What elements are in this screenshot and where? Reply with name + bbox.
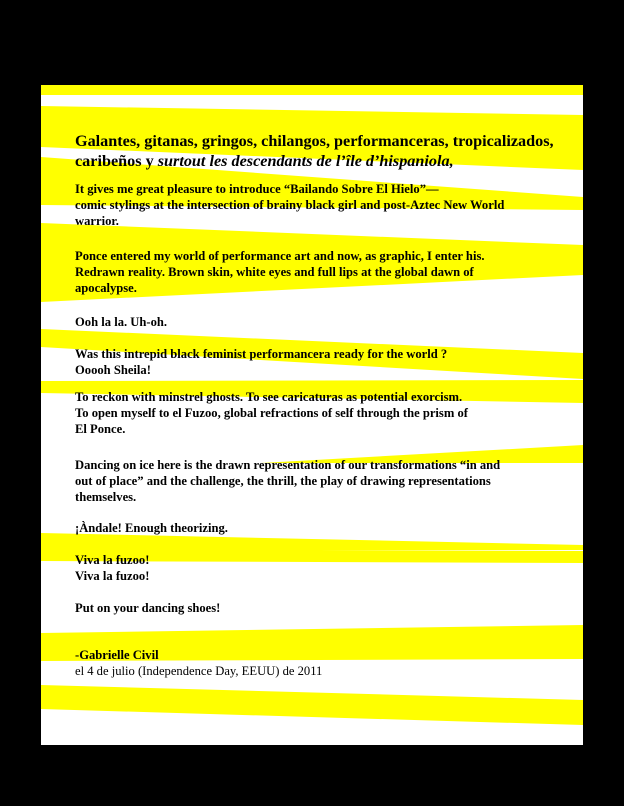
paragraph-line: Viva la fuzoo! xyxy=(75,553,150,567)
paragraph-line: Ponce entered my world of performance art and now, as graphic, I enter his. xyxy=(75,249,485,263)
paragraph-line: Viva la fuzoo! xyxy=(75,569,150,583)
yellow-stripe xyxy=(41,685,583,725)
paragraph-line: apocalypse. xyxy=(75,281,137,295)
paragraph-dancing xyxy=(75,457,579,505)
paragraph-intro xyxy=(75,181,579,229)
signature-date: el 4 de julio (Independence Day, EEUU) de 2011 xyxy=(75,664,323,678)
paragraph-line: To open myself to el Fuzoo, global refractions of self through the prism of xyxy=(75,406,468,420)
paragraph-question xyxy=(75,346,579,378)
paragraph-line: Ooooh Sheila! xyxy=(75,363,151,377)
paragraph-ponce xyxy=(75,248,579,296)
heading xyxy=(75,131,581,171)
paragraph-line: warrior. xyxy=(75,214,119,228)
heading-line-2 xyxy=(75,151,581,171)
paragraph-viva xyxy=(75,552,579,584)
yellow-stripe xyxy=(41,85,583,95)
signature-name: -Gabrielle Civil xyxy=(75,648,159,662)
paragraph-line: To reckon with minstrel ghosts. To see caricaturas as potential exorcism. xyxy=(75,390,463,404)
letter-page xyxy=(41,85,583,745)
paragraph-line: out of place” and the challenge, the thrill, the play of drawing representations xyxy=(75,474,491,488)
paragraph-shoes: Put on your dancing shoes! xyxy=(75,601,221,615)
paragraph-line: comic stylings at the intersection of brainy black girl and post-Aztec New World xyxy=(75,198,505,212)
paragraph-andale: ¡Àndale! Enough theorizing. xyxy=(75,521,228,535)
signature xyxy=(75,647,579,679)
paragraph-ooh: Ooh la la. Uh-oh. xyxy=(75,315,168,329)
paragraph-line: It gives me great pleasure to introduce “Bailando Sobre El Hielo”— xyxy=(75,182,439,196)
heading-line-1: Galantes, gitanas, gringos, chilangos, performanceras, tropicalizados, xyxy=(75,132,554,150)
paragraph-line: Dancing on ice here is the drawn representation of our transformations “in and xyxy=(75,458,501,472)
paragraph-reckon xyxy=(75,389,579,437)
heading-line-2-plain: caribeños y xyxy=(75,152,158,170)
paragraph-line: themselves. xyxy=(75,490,137,504)
paragraph-line: El Ponce. xyxy=(75,422,126,436)
heading-line-2-italic: surtout les descendants de l’île d’hispaniola, xyxy=(157,152,454,170)
paragraph-line: Was this intrepid black feminist performancera ready for the world ? xyxy=(75,347,448,361)
paragraph-line: Redrawn reality. Brown skin, white eyes and full lips at the global dawn of xyxy=(75,265,474,279)
